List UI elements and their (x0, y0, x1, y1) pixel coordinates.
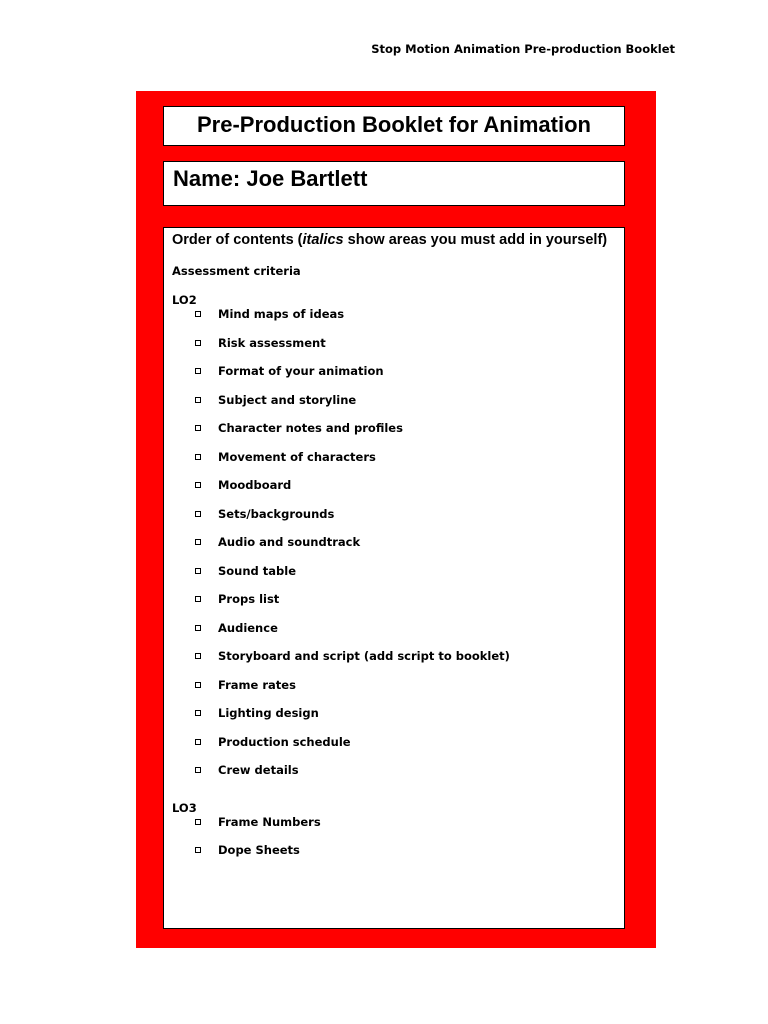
checklist-item-label: Format of your animation (218, 364, 384, 378)
checklist-item-label: Movement of characters (218, 449, 376, 464)
checkbox-icon (195, 596, 201, 602)
contents-heading-end: show areas you must add in yourself) (343, 232, 608, 248)
checklist-item (172, 478, 616, 507)
checklist-item (172, 393, 616, 422)
lo2-label: LO2 (172, 293, 197, 307)
checkbox-icon (195, 819, 201, 825)
checkbox-icon (195, 511, 201, 517)
checkbox-icon (195, 625, 201, 631)
title-box (163, 106, 625, 146)
checklist-item (172, 592, 616, 621)
checklist-item (172, 815, 616, 844)
checklist-item-label: Sets/backgrounds (218, 506, 335, 521)
name-box (163, 161, 625, 206)
student-name: Name: Joe Bartlett (173, 166, 368, 191)
checklist-item-label: Crew details (218, 763, 299, 777)
assessment-criteria-label: Assessment criteria (172, 264, 301, 278)
checklist-item (172, 843, 616, 872)
checklist-item-label: Dope Sheets (218, 843, 300, 857)
checkbox-icon (195, 710, 201, 716)
checklist-item-label: Mind maps of ideas (218, 307, 345, 321)
checklist-item (172, 735, 616, 764)
running-header: Stop Motion Animation Pre-production Booklet (371, 42, 675, 56)
checklist-item-label: Subject and storyline (218, 392, 357, 407)
checklist-item-label: Audio and soundtrack (218, 535, 361, 549)
checklist-item (172, 450, 616, 479)
lo3-checklist (172, 815, 616, 872)
checklist-item (172, 336, 616, 365)
checklist-item (172, 421, 616, 450)
checklist-item-label: Frame rates (218, 677, 296, 692)
checkbox-icon (195, 739, 201, 745)
checkbox-icon (195, 682, 201, 688)
checkbox-icon (195, 482, 201, 488)
checkbox-icon (195, 653, 201, 659)
checklist-item (172, 706, 616, 735)
checklist-item (172, 364, 616, 393)
checkbox-icon (195, 454, 201, 460)
checklist-item-label: Moodboard (218, 478, 292, 492)
checklist-item-label: Props list (218, 592, 280, 606)
checklist-item (172, 564, 616, 593)
checkbox-icon (195, 368, 201, 374)
checkbox-icon (195, 397, 201, 403)
checklist-item-label: Lighting design (218, 706, 319, 720)
checklist-item (172, 678, 616, 707)
checklist-item-label: Audience (218, 620, 278, 635)
contents-heading-italic: italics (302, 232, 344, 248)
booklet-cover-frame (136, 91, 656, 948)
checklist-item-label: Production schedule (218, 734, 351, 749)
checklist-item-label: Frame Numbers (218, 814, 321, 829)
checkbox-icon (195, 568, 201, 574)
checkbox-icon (195, 539, 201, 545)
booklet-title: Pre-Production Booklet for Animation (197, 112, 591, 137)
checkbox-icon (195, 311, 201, 317)
checklist-item (172, 763, 616, 792)
checklist-item-label: Sound table (218, 563, 297, 578)
checkbox-icon (195, 847, 201, 853)
checklist-item-label: Risk assessment (218, 335, 326, 350)
checklist-item (172, 649, 616, 678)
contents-heading (172, 231, 616, 249)
checklist-item (172, 507, 616, 536)
checkbox-icon (195, 340, 201, 346)
checkbox-icon (195, 767, 201, 773)
checkbox-icon (195, 425, 201, 431)
contents-heading-start: Order of contents ( (172, 232, 303, 248)
checklist-item (172, 621, 616, 650)
contents-box (163, 227, 625, 929)
checklist-item (172, 307, 616, 336)
checklist-item (172, 535, 616, 564)
checklist-item-label: Storyboard and script (add script to booklet) (218, 649, 510, 663)
lo2-checklist (172, 307, 616, 792)
checklist-item-label: Character notes and profiles (218, 421, 403, 435)
lo3-label: LO3 (172, 800, 197, 815)
